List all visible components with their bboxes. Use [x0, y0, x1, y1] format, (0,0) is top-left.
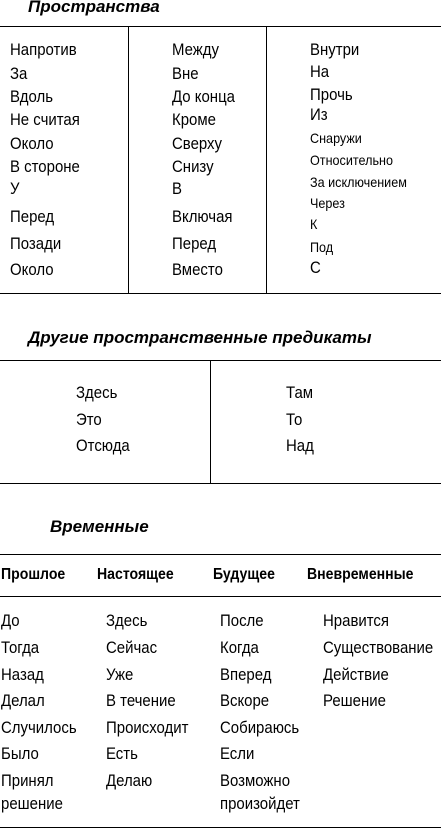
word: Перед — [172, 234, 217, 253]
divider — [0, 827, 441, 828]
word: Происходит — [106, 718, 189, 737]
word: До конца — [172, 87, 235, 106]
word: Под — [310, 239, 334, 255]
word: Здесь — [76, 383, 118, 402]
word: То — [286, 410, 303, 429]
column-header-present: Настоящее — [97, 566, 174, 583]
column-header-future: Будущее — [213, 566, 275, 583]
word: Из — [310, 105, 328, 124]
word: Делаю — [106, 771, 153, 790]
word: Через — [310, 195, 345, 211]
word: Включая — [172, 207, 233, 226]
word: Вдоль — [10, 87, 54, 106]
word: Собираюсь — [220, 718, 300, 737]
word: Напротив — [10, 40, 77, 59]
word: Есть — [106, 744, 138, 763]
column-divider — [266, 26, 267, 294]
word: Вне — [172, 64, 199, 83]
word: решение — [1, 794, 63, 813]
word: произойдет — [220, 794, 300, 813]
word: Между — [172, 40, 220, 59]
word: Сейчас — [106, 638, 158, 657]
column-divider — [128, 26, 129, 294]
divider — [0, 483, 441, 484]
word: Сверху — [172, 134, 223, 153]
word: Там — [286, 383, 314, 402]
word: За — [10, 64, 28, 83]
word: Прочь — [310, 85, 353, 104]
word: Снаружи — [310, 130, 362, 146]
column-divider — [210, 360, 211, 484]
word: После — [220, 611, 264, 630]
word: Случилось — [1, 718, 77, 737]
word: Внутри — [310, 40, 360, 59]
word: К — [310, 216, 318, 232]
word: Вскоре — [220, 691, 270, 710]
divider — [0, 293, 441, 294]
word: Принял — [1, 771, 54, 790]
word: Здесь — [106, 611, 148, 630]
word: Если — [220, 744, 255, 763]
word: Вместо — [172, 260, 223, 279]
word: Около — [10, 134, 54, 153]
column-header-past: Прошлое — [1, 566, 66, 583]
column-header-timeless: Вневременные — [307, 566, 414, 583]
word: Нравится — [323, 611, 390, 630]
word: В стороне — [10, 157, 80, 176]
word: Снизу — [172, 157, 214, 176]
word: Тогда — [1, 638, 40, 657]
divider — [0, 26, 441, 27]
word: Когда — [220, 638, 259, 657]
word: Кроме — [172, 110, 216, 129]
word: Решение — [323, 691, 386, 710]
word: Действие — [323, 665, 389, 684]
word: Около — [10, 260, 54, 279]
word: С — [310, 258, 321, 277]
section-title-spaces: Пространства — [28, 0, 160, 16]
divider — [0, 360, 441, 361]
word: За исключением — [310, 174, 407, 190]
word: Существование — [323, 638, 434, 657]
word: Было — [1, 744, 39, 763]
word: Возможно — [220, 771, 291, 790]
word: Это — [76, 410, 102, 429]
word: На — [310, 62, 330, 81]
word: В — [172, 179, 182, 198]
word: Перед — [10, 207, 55, 226]
word: У — [10, 179, 20, 198]
word: Относительно — [310, 152, 393, 168]
section-title-temporal: Временные — [50, 517, 149, 536]
section-title-other-spatial-predicates: Другие пространственные предикаты — [28, 328, 372, 347]
word: Делал — [1, 691, 45, 710]
word: До — [1, 611, 20, 630]
word: В течение — [106, 691, 176, 710]
word: Вперед — [220, 665, 272, 684]
word: Уже — [106, 665, 134, 684]
word: Отсюда — [76, 436, 130, 455]
word: Не считая — [10, 110, 80, 129]
word: Над — [286, 436, 314, 455]
divider — [0, 554, 441, 555]
word: Назад — [1, 665, 44, 684]
divider — [0, 596, 441, 597]
word: Позади — [10, 234, 62, 253]
